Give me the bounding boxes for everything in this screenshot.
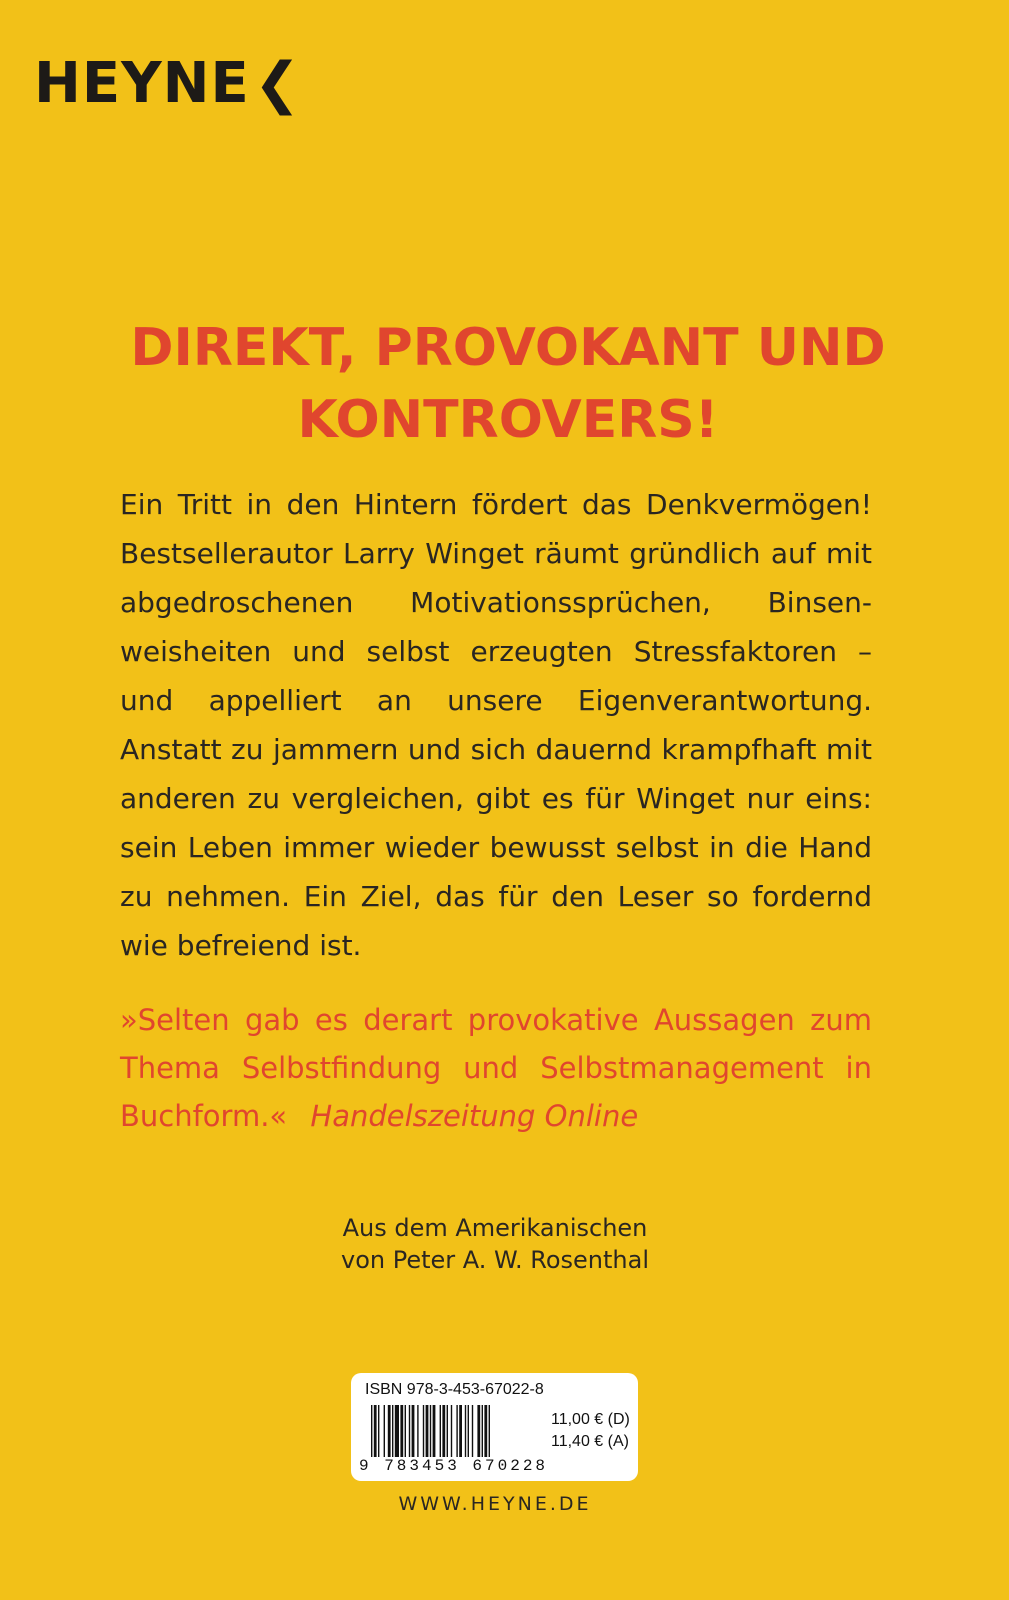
- review-quote: [120, 996, 872, 1140]
- barcode-label: [351, 1373, 638, 1481]
- quote-source: Handelszeitung Online: [310, 1099, 639, 1133]
- price-germany: 11,00 € (D): [551, 1411, 630, 1428]
- headline-line-1: DIREKT, PROVOKANT UND: [130, 318, 886, 378]
- price-austria: 11,40 € (A): [551, 1433, 629, 1450]
- translator-credit: [0, 1212, 990, 1276]
- translator-line-2: von Peter A. W. Rosenthal: [340, 1246, 650, 1274]
- translator-line-1: Aus dem Amerikanischen: [342, 1214, 648, 1242]
- headline: [118, 312, 898, 456]
- blurb-text: Ein Tritt in den Hintern fördert das Denkvermögen! Bestsellerautor Larry Winget räumt gründlich auf mit abgedroschenen Motivationssprüchen, Binsenweisheiten und selbst erzeugten Stressfaktoren – und appelliert an unsere Eigenverantwortung. Anstatt zu jammern und sich dauernd krampfhaft mit anderen zu vergleichen, gibt es für Winget nur eins: sein Leben immer wieder bewusst selbst in die Hand zu nehmen. Ein Ziel, das für den Leser so fordernd wie befreiend ist.: [120, 488, 872, 962]
- publisher-logo: [34, 51, 302, 116]
- quote-text: »Selten gab es derart provokative Aussagen zum Thema Selbstfindung und Selbstmanagement in Buchform.«: [120, 1003, 872, 1133]
- publisher-name: HEYNE: [34, 51, 250, 116]
- headline-line-2: KONTROVERS!: [297, 390, 719, 450]
- website-url: WWW.HEYNE.DE: [398, 1493, 592, 1515]
- price-block: [551, 1409, 630, 1453]
- chevron-left-icon: ❮: [253, 51, 302, 116]
- isbn-text: ISBN 978-3-453-67022-8: [365, 1381, 544, 1398]
- barcode-digits: 9 783453 670228: [359, 1457, 549, 1475]
- barcode-icon: [371, 1405, 545, 1457]
